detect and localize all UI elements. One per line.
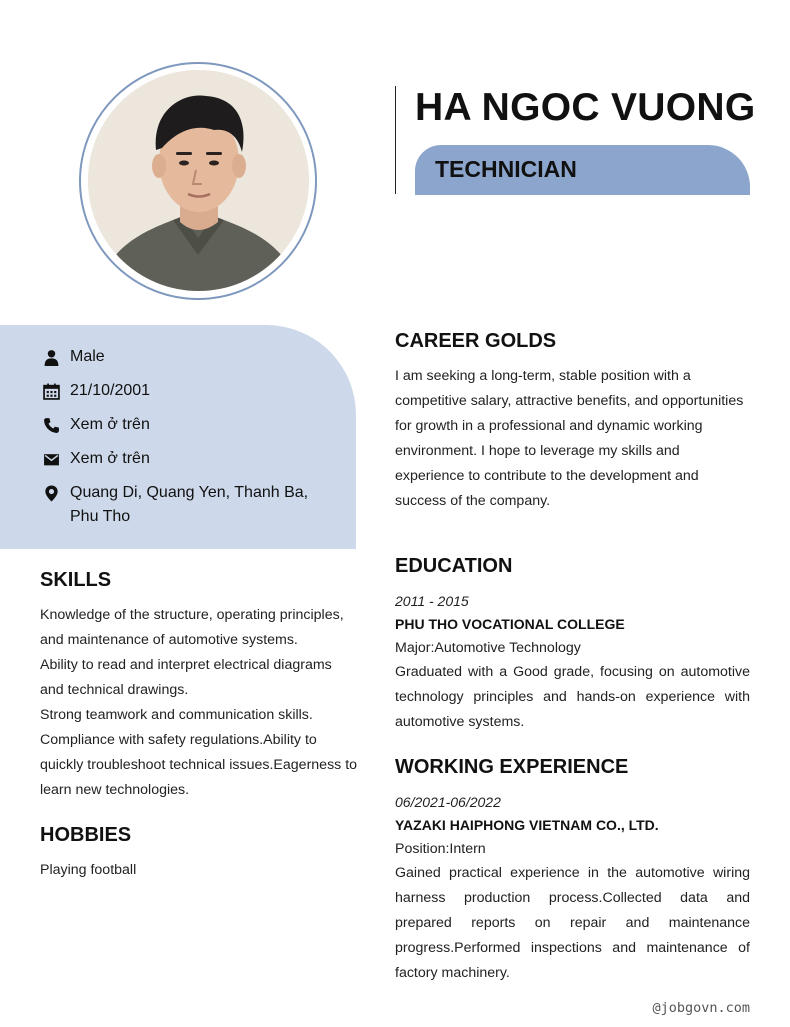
birthdate-text: 21/10/2001 (70, 382, 151, 399)
experience-period: 06/2021-06/2022 (395, 794, 501, 810)
skill-item: Strong teamwork and communication skills. (40, 707, 313, 723)
candidate-name: HA NGOC VUONG (415, 86, 756, 129)
avatar (88, 70, 309, 291)
contact-email (40, 447, 150, 471)
career-text: I am seeking a long-term, stable position with a competitive salary, attractive benefits, and opportunities for growth in a professional and dynamic working environment. I hope to leverage my skills and experience to contribute to the development and success of the company. (395, 368, 744, 509)
skill-item: Ability to read and interpret electrical diagrams and technical drawings. (40, 657, 332, 698)
role-banner (415, 145, 750, 195)
experience-description: Gained practical experience in the automotive wiring harness production process.Collected data and prepared reports on repair and maintenance progress.Performed inspections and maintenance of factory machinery. (395, 865, 750, 981)
job-title: TECHNICIAN (435, 156, 577, 182)
gender-text: Male (70, 348, 105, 365)
contact-phone (40, 413, 150, 437)
contact-gender (40, 345, 105, 369)
education-heading: EDUCATION (395, 555, 513, 577)
school-name: PHU THO VOCATIONAL COLLEGE (395, 616, 625, 632)
skills-list (40, 603, 358, 803)
mail-icon (40, 448, 62, 470)
skills-heading: SKILLS (40, 569, 112, 591)
experience-heading: WORKING EXPERIENCE (395, 756, 629, 778)
education-description: Graduated with a Good grade, focusing on automotive technology principles and hands-on experience with automotive systems. (395, 664, 750, 730)
address-line-1: Quang Di, Quang Yen, Thanh Ba, (70, 484, 309, 501)
calendar-icon (40, 380, 62, 402)
contact-address (40, 481, 308, 529)
address-text (70, 481, 308, 529)
location-pin-icon (40, 482, 62, 504)
hobbies-heading: HOBBIES (40, 824, 132, 846)
header-divider (395, 86, 396, 194)
address-line-2: Phu Tho (70, 508, 131, 525)
education-major: Major:Automotive Technology (395, 640, 581, 656)
education-period: 2011 - 2015 (395, 593, 469, 609)
experience-position: Position:Intern (395, 841, 486, 857)
skill-item: Knowledge of the structure, operating principles, and maintenance of automotive systems. (40, 607, 344, 648)
person-icon (40, 346, 62, 368)
contact-birthdate (40, 379, 150, 403)
career-heading: CAREER GOLDS (395, 330, 557, 352)
portrait-image (88, 70, 309, 291)
phone-text[interactable]: Xem ở trên (70, 416, 150, 433)
watermark: @jobgovn.com (652, 1000, 750, 1016)
hobbies-text: Playing football (40, 862, 137, 878)
company-name: YAZAKI HAIPHONG VIETNAM CO., LTD. (395, 817, 659, 833)
email-text[interactable]: Xem ở trên (70, 450, 150, 467)
skill-item: Compliance with safety regulations.Ability to quickly troubleshoot technical issues.Eagerness to learn new technologies. (40, 732, 358, 798)
phone-icon (40, 414, 62, 436)
